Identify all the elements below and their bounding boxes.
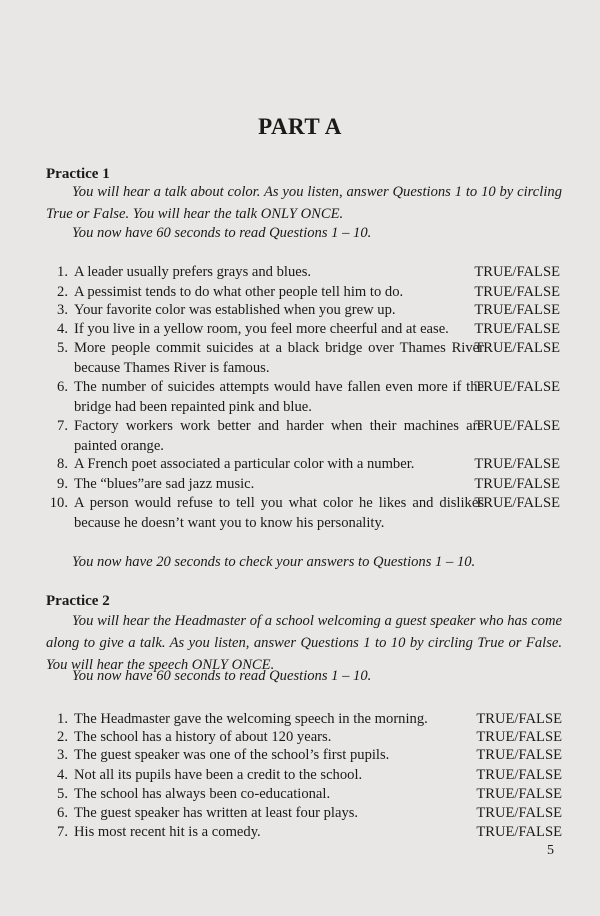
page-number: 5 [547, 843, 554, 858]
true-false-choice[interactable]: TRUE/FALSE [476, 767, 562, 783]
question-text: The guest speaker has written at least four plays. [74, 805, 359, 821]
question-number: 10. [49, 495, 68, 511]
question-text: The “blues”are sad jazz music. [74, 476, 255, 492]
question-number: 2. [57, 284, 68, 300]
true-false-choice[interactable]: TRUE/FALSE [474, 476, 560, 492]
true-false-choice[interactable]: TRUE/FALSE [476, 747, 562, 763]
question-number: 6. [57, 379, 68, 395]
practice1-heading: Practice 1 [46, 166, 110, 182]
true-false-choice[interactable]: TRUE/FALSE [476, 729, 562, 745]
true-false-choice[interactable]: TRUE/FALSE [476, 824, 562, 840]
true-false-choice[interactable]: TRUE/FALSE [474, 302, 560, 318]
question-text: A person would refuse to tell you what color he likes and dislikes because he doesn’t want you to know his personality. [74, 495, 484, 531]
question-number: 3. [57, 302, 68, 318]
true-false-choice[interactable]: TRUE/FALSE [474, 264, 560, 280]
true-false-choice[interactable]: TRUE/FALSE [474, 456, 560, 472]
question-number: 1. [57, 711, 68, 727]
question-number: 5. [57, 340, 68, 356]
true-false-choice[interactable]: TRUE/FALSE [476, 805, 562, 821]
question-text: If you live in a yellow room, you feel more cheerful and at ease. [74, 321, 449, 337]
question-text: A leader usually prefers grays and blues. [74, 264, 312, 280]
part-title: PART A [258, 114, 342, 139]
true-false-choice[interactable]: TRUE/FALSE [474, 321, 560, 337]
question-text: The school has a history of about 120 years. [74, 729, 332, 745]
question-text: His most recent hit is a comedy. [74, 824, 261, 840]
practice1-instruction: You will hear a talk about color. As you listen, answer Questions 1 to 10 by circling True or False. You will hear the talk ONLY ONCE. [46, 184, 562, 222]
practice1-read-note: You now have 60 seconds to read Questions 1 – 10. [72, 225, 372, 241]
question-text: Factory workers work better and harder when their machines are painted orange. [74, 418, 484, 454]
question-number: 8. [57, 456, 68, 472]
true-false-choice[interactable]: TRUE/FALSE [474, 495, 560, 511]
question-text: A pessimist tends to do what other people tell him to do. [74, 284, 404, 300]
practice2-read-note: You now have 60 seconds to read Questions 1 – 10. [72, 668, 372, 684]
question-text: A French poet associated a particular color with a number. [74, 456, 415, 472]
practice1-check-note: You now have 20 seconds to check your answers to Questions 1 – 10. [72, 554, 476, 570]
true-false-choice[interactable]: TRUE/FALSE [474, 418, 560, 434]
question-number: 7. [57, 824, 68, 840]
question-text: The number of suicides attempts would have fallen even more if the bridge had been repainted pink and blue. [74, 379, 484, 415]
question-number: 6. [57, 805, 68, 821]
question-number: 2. [57, 729, 68, 745]
question-text: The school has always been co-educational. [74, 786, 331, 802]
question-text: Not all its pupils have been a credit to the school. [74, 767, 363, 783]
question-text: Your favorite color was established when you grew up. [74, 302, 396, 318]
question-text: More people commit suicides at a black bridge over Thames River because Thames River is famous. [74, 340, 484, 376]
question-number: 4. [57, 321, 68, 337]
question-number: 1. [57, 264, 68, 280]
question-number: 5. [57, 786, 68, 802]
true-false-choice[interactable]: TRUE/FALSE [474, 284, 560, 300]
question-number: 3. [57, 747, 68, 763]
true-false-choice[interactable]: TRUE/FALSE [476, 711, 562, 727]
question-number: 9. [57, 476, 68, 492]
true-false-choice[interactable]: TRUE/FALSE [476, 786, 562, 802]
true-false-choice[interactable]: TRUE/FALSE [474, 340, 560, 356]
question-text: The guest speaker was one of the school’s first pupils. [74, 747, 390, 763]
question-number: 4. [57, 767, 68, 783]
practice2-instruction: You will hear the Headmaster of a school welcoming a guest speaker who has come along to give a talk. As you listen, answer Questions 1 to 10 by circling True or False. You will hear the speech ONLY ONCE. [46, 613, 562, 673]
question-text: The Headmaster gave the welcoming speech in the morning. [74, 711, 428, 727]
true-false-choice[interactable]: TRUE/FALSE [474, 379, 560, 395]
question-number: 7. [57, 418, 68, 434]
practice2-heading: Practice 2 [46, 593, 110, 609]
